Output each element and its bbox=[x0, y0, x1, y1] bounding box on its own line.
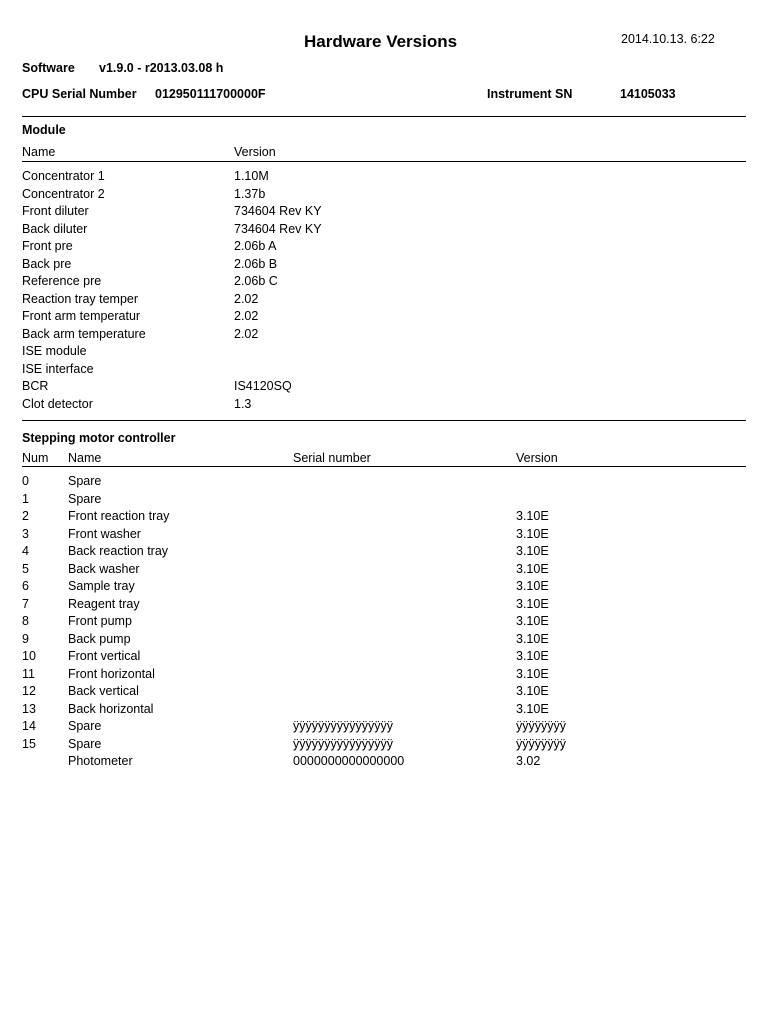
motor-version: 3.10E bbox=[516, 526, 549, 541]
module-section-title: Module bbox=[22, 123, 66, 137]
motor-name: Back horizontal bbox=[68, 701, 154, 716]
module-name: Front arm temperatur bbox=[22, 309, 141, 323]
motor-row bbox=[0, 719, 768, 736]
motor-row bbox=[0, 544, 768, 561]
instrument-sn-value: 14105033 bbox=[620, 87, 676, 101]
module-version: 2.06b B bbox=[234, 256, 278, 271]
module-row bbox=[0, 239, 768, 256]
motor-row bbox=[0, 632, 768, 649]
module-name: Reference pre bbox=[22, 274, 102, 288]
module-name: ISE module bbox=[22, 344, 87, 358]
motor-version: 3.10E bbox=[516, 561, 549, 576]
motor-version: 3.10E bbox=[516, 649, 549, 663]
motor-row bbox=[0, 737, 768, 754]
divider bbox=[22, 466, 746, 467]
motor-version: 3.10E bbox=[516, 684, 549, 698]
motor-num: 8 bbox=[22, 614, 29, 628]
motor-name: Spare bbox=[68, 736, 102, 751]
module-row bbox=[0, 204, 768, 221]
motor-version: 3.10E bbox=[516, 614, 549, 628]
module-version: 2.02 bbox=[234, 291, 259, 306]
motor-row bbox=[0, 579, 768, 596]
motor-serial: ÿÿÿÿÿÿÿÿÿÿÿÿÿÿÿÿ bbox=[293, 719, 393, 733]
module-version: 2.02 bbox=[234, 326, 259, 341]
page-title: Hardware Versions bbox=[304, 32, 458, 51]
motor-serial: 0000000000000000 bbox=[293, 754, 405, 768]
motor-name: Spare bbox=[68, 491, 102, 506]
motor-row bbox=[0, 614, 768, 631]
motor-section-title: Stepping motor controller bbox=[22, 431, 176, 445]
module-name: Back arm temperature bbox=[22, 326, 146, 341]
divider bbox=[22, 161, 746, 162]
module-name: Concentrator 1 bbox=[22, 169, 105, 183]
motor-version: 3.10E bbox=[516, 631, 549, 646]
motor-version: ÿÿÿÿÿÿÿÿ bbox=[516, 719, 566, 733]
motor-row bbox=[0, 667, 768, 684]
motor-num: 12 bbox=[22, 684, 36, 698]
motor-num: 0 bbox=[22, 474, 29, 488]
instrument-sn-label: Instrument SN bbox=[487, 87, 573, 101]
module-row bbox=[0, 187, 768, 204]
motor-num: 10 bbox=[22, 649, 36, 663]
module-row bbox=[0, 397, 768, 414]
module-row bbox=[0, 379, 768, 396]
module-col-name-header: Name bbox=[22, 145, 56, 159]
motor-name: Sample tray bbox=[68, 579, 135, 593]
motor-name: Front vertical bbox=[68, 649, 141, 663]
module-version: 1.10M bbox=[234, 169, 269, 183]
module-row bbox=[0, 257, 768, 274]
motor-version: 3.02 bbox=[516, 754, 541, 768]
motor-num: 11 bbox=[22, 666, 35, 681]
motor-row bbox=[0, 754, 768, 771]
module-version: 1.37b bbox=[234, 186, 266, 201]
cpu-serial-label: CPU Serial Number bbox=[22, 87, 137, 101]
motor-name: Back vertical bbox=[68, 684, 139, 698]
motor-version: 3.10E bbox=[516, 666, 549, 681]
module-row bbox=[0, 274, 768, 291]
module-name: BCR bbox=[22, 379, 49, 393]
module-name: Concentrator 2 bbox=[22, 186, 105, 201]
motor-num: 7 bbox=[22, 596, 29, 611]
motor-num: 15 bbox=[22, 736, 36, 751]
divider bbox=[22, 420, 746, 421]
motor-row bbox=[0, 509, 768, 526]
motor-serial: ÿÿÿÿÿÿÿÿÿÿÿÿÿÿÿÿ bbox=[293, 736, 393, 751]
motor-version: 3.10E bbox=[516, 509, 549, 523]
motor-version: 3.10E bbox=[516, 579, 549, 593]
module-version: 1.3 bbox=[234, 396, 252, 411]
motor-row bbox=[0, 474, 768, 491]
motor-num: 4 bbox=[22, 544, 29, 558]
motor-col-version-header: Version bbox=[516, 451, 558, 465]
motor-name: Back washer bbox=[68, 561, 140, 576]
motor-name: Back reaction tray bbox=[68, 544, 169, 558]
motor-row bbox=[0, 492, 768, 509]
print-timestamp: 2014.10.13. 6:22 bbox=[621, 32, 715, 46]
motor-num: 5 bbox=[22, 561, 29, 576]
module-name: Front diluter bbox=[22, 204, 89, 218]
module-row bbox=[0, 169, 768, 186]
motor-name: Front reaction tray bbox=[68, 509, 170, 523]
motor-name: Photometer bbox=[68, 754, 133, 768]
module-row bbox=[0, 309, 768, 326]
motor-version: 3.10E bbox=[516, 544, 549, 558]
motor-num: 6 bbox=[22, 579, 29, 593]
module-row bbox=[0, 327, 768, 344]
module-row bbox=[0, 292, 768, 309]
motor-row bbox=[0, 702, 768, 719]
module-name: Front pre bbox=[22, 239, 73, 253]
motor-row bbox=[0, 562, 768, 579]
cpu-serial-value: 012950111700000F bbox=[155, 87, 266, 101]
module-row bbox=[0, 222, 768, 239]
motor-row bbox=[0, 649, 768, 666]
motor-num: 14 bbox=[22, 719, 36, 733]
motor-row bbox=[0, 527, 768, 544]
motor-version: 3.10E bbox=[516, 596, 549, 611]
motor-name: Spare bbox=[68, 719, 102, 733]
motor-version: 3.10E bbox=[516, 701, 549, 716]
motor-name: Front pump bbox=[68, 614, 132, 628]
motor-num: 9 bbox=[22, 631, 29, 646]
software-label: Software bbox=[22, 61, 75, 75]
module-name: Clot detector bbox=[22, 396, 93, 411]
module-version: IS4120SQ bbox=[234, 379, 292, 393]
motor-row bbox=[0, 684, 768, 701]
module-version: 734604 Rev KY bbox=[234, 221, 322, 236]
motor-name: Front horizontal bbox=[68, 666, 155, 681]
divider bbox=[22, 116, 746, 117]
module-name: Back diluter bbox=[22, 221, 88, 236]
module-name: Reaction tray temper bbox=[22, 291, 139, 306]
motor-num: 3 bbox=[22, 526, 29, 541]
motor-num: 13 bbox=[22, 701, 36, 716]
motor-name: Reagent tray bbox=[68, 596, 140, 611]
motor-name: Back pump bbox=[68, 631, 131, 646]
motor-num: 2 bbox=[22, 509, 29, 523]
module-name: Back pre bbox=[22, 256, 72, 271]
motor-col-serial-header: Serial number bbox=[293, 451, 371, 465]
motor-name: Front washer bbox=[68, 526, 141, 541]
module-row bbox=[0, 362, 768, 379]
module-version: 2.06b A bbox=[234, 239, 277, 253]
motor-row bbox=[0, 597, 768, 614]
motor-name: Spare bbox=[68, 474, 102, 488]
module-name: ISE interface bbox=[22, 361, 94, 376]
software-version: v1.9.0 - r2013.03.08 h bbox=[99, 61, 224, 75]
motor-col-name-header: Name bbox=[68, 451, 102, 465]
motor-col-num-header: Num bbox=[22, 451, 49, 465]
module-version: 2.06b C bbox=[234, 274, 278, 288]
module-row bbox=[0, 344, 768, 361]
module-version: 734604 Rev KY bbox=[234, 204, 322, 218]
motor-version: ÿÿÿÿÿÿÿÿ bbox=[516, 736, 566, 751]
module-col-version-header: Version bbox=[234, 145, 276, 159]
motor-num: 1 bbox=[22, 491, 29, 506]
module-version: 2.02 bbox=[234, 309, 259, 323]
